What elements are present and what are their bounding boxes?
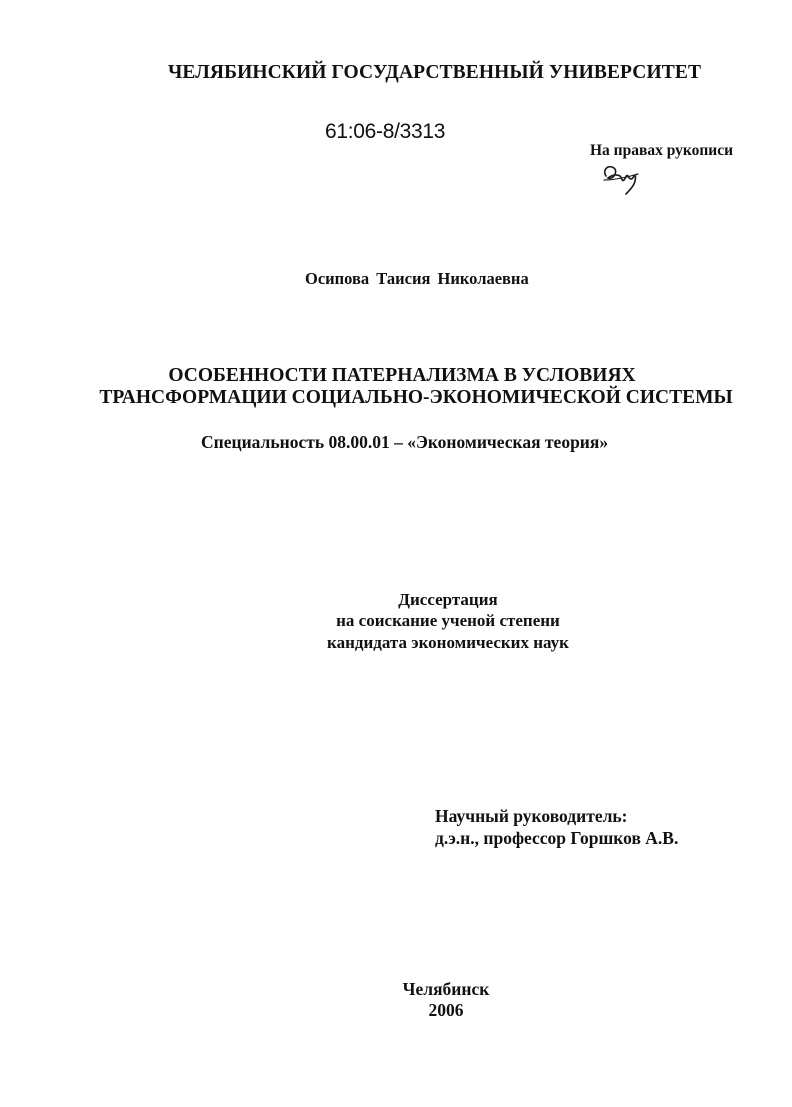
supervisor-name: д.э.н., профессор Горшков А.В.: [435, 828, 679, 848]
author-name: Осипова Таисия Николаевна: [305, 269, 529, 288]
year: 2006: [428, 1000, 464, 1020]
degree-line-2: кандидата экономических наук: [327, 633, 569, 652]
catalog-number: 61:06-8/3313: [325, 120, 446, 143]
university-name: ЧЕЛЯБИНСКИЙ ГОСУДАРСТВЕННЫЙ УНИВЕРСИТЕТ: [168, 62, 702, 83]
manuscript-rights-note: На правах рукописи: [590, 142, 734, 159]
document-type: Диссертация: [398, 590, 498, 609]
handwritten-signature: [598, 156, 646, 196]
city: Челябинск: [402, 979, 490, 999]
supervisor-label: Научный руководитель:: [435, 806, 628, 826]
specialty-line: Специальность 08.00.01 – «Экономическая теория»: [201, 432, 609, 452]
degree-line-1: на соискание ученой степени: [336, 611, 560, 630]
thesis-title-line-2: ТРАНСФОРМАЦИИ СОЦИАЛЬНО-ЭКОНОМИЧЕСКОЙ СИСТЕМЫ: [99, 387, 733, 408]
thesis-title-line-1: ОСОБЕННОСТИ ПАТЕРНАЛИЗМА В УСЛОВИЯХ: [168, 365, 636, 386]
